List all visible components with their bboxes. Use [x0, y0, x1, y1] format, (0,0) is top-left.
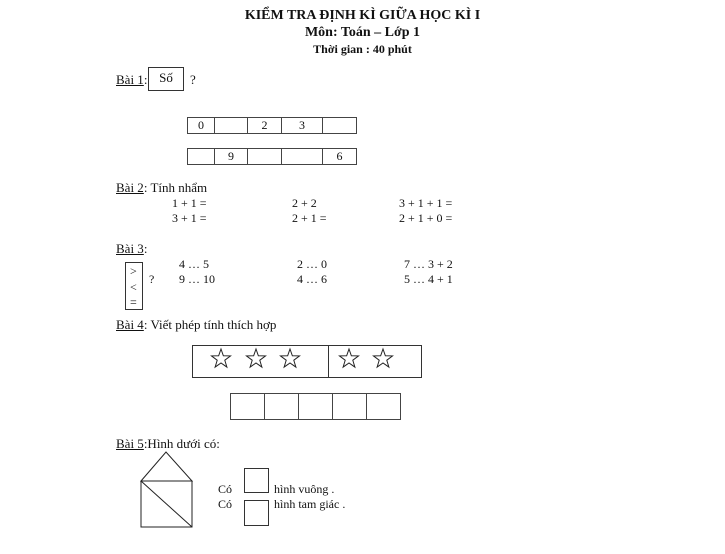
bai4-star-frame [192, 345, 422, 378]
bai2-expr: 2 + 1 = [292, 211, 327, 225]
bai4-star-divider [328, 345, 329, 378]
bai4-label: Bài 4 [116, 317, 144, 332]
house-square [141, 481, 192, 527]
bai3-expr: 4 … 5 [179, 257, 209, 271]
bai4-heading [116, 317, 276, 333]
answer-cell[interactable] [230, 393, 265, 420]
bai1-colon: : [143, 72, 148, 87]
bai5-line2-prefix: Có [218, 497, 233, 511]
bai2-label: Bài 2 [116, 180, 144, 195]
bai1-question: ? [190, 72, 196, 87]
answer-cell[interactable] [298, 393, 333, 420]
sign-less: < [130, 280, 137, 294]
number-cell[interactable]: 0 [187, 117, 215, 134]
bai1-box-text: Số [159, 70, 173, 85]
bai2-expr: 2 + 1 + 0 = [399, 211, 453, 225]
bai3-colon: : [143, 241, 148, 256]
bai2-expr: 2 + 2 [292, 196, 317, 210]
answer-cell[interactable] [264, 393, 299, 420]
bai5-label: Bài 5 [116, 436, 144, 451]
sign-equal: = [130, 295, 137, 309]
number-cell[interactable]: 3 [281, 117, 323, 134]
bai1-heading [116, 72, 147, 88]
number-cell[interactable] [322, 117, 357, 134]
bai5-heading [116, 436, 220, 452]
bai4-title: : Viết phép tính thích hợp [143, 317, 277, 332]
bai1-label: Bài 1 [116, 72, 144, 87]
number-cell[interactable] [281, 148, 323, 165]
number-cell[interactable]: 9 [214, 148, 248, 165]
bai2-expr: 3 + 1 + 1 = [399, 196, 453, 210]
exam-subject: Môn: Toán – Lớp 1 [304, 25, 421, 40]
bai3-expr: 7 … 3 + 2 [404, 257, 453, 271]
answer-cell[interactable] [366, 393, 401, 420]
answer-cell[interactable] [332, 393, 367, 420]
exam-time: Thời gian : 40 phút [313, 42, 412, 56]
bai2-title: : Tính nhẩm [143, 180, 208, 195]
bai5-answer-box-2[interactable] [244, 500, 269, 526]
number-cell[interactable] [214, 117, 248, 134]
bai3-question: ? [149, 272, 155, 286]
bai1-number-box [148, 67, 184, 91]
bai3-label: Bài 3 [116, 241, 144, 256]
bai2-expr: 1 + 1 = [172, 196, 207, 210]
bai5-title: :Hình dưới có: [143, 436, 220, 451]
bai3-expr: 2 … 0 [297, 257, 327, 271]
number-cell[interactable] [247, 148, 282, 165]
bai3-expr: 4 … 6 [297, 272, 327, 286]
sign-greater: > [130, 264, 137, 278]
house-roof-triangle [141, 452, 192, 481]
bai5-line1-prefix: Có [218, 482, 233, 496]
bai2-expr: 3 + 1 = [172, 211, 207, 225]
bai5-line1-suffix: hình vuông . [274, 482, 335, 496]
bai3-sign-box [125, 262, 143, 310]
bai2-heading [116, 180, 207, 196]
bai3-heading [116, 241, 147, 257]
number-cell[interactable]: 6 [322, 148, 357, 165]
bai5-line2-suffix: hình tam giác . [274, 497, 346, 511]
house-diagonal [141, 481, 192, 527]
number-cell[interactable] [187, 148, 215, 165]
bai5-answer-box-1[interactable] [244, 468, 269, 493]
exam-title: KIỂM TRA ĐỊNH KÌ GIỮA HỌC KÌ I [244, 8, 481, 23]
bai3-expr: 5 … 4 + 1 [404, 272, 453, 286]
number-cell[interactable]: 2 [247, 117, 282, 134]
bai3-expr: 9 … 10 [179, 272, 215, 286]
